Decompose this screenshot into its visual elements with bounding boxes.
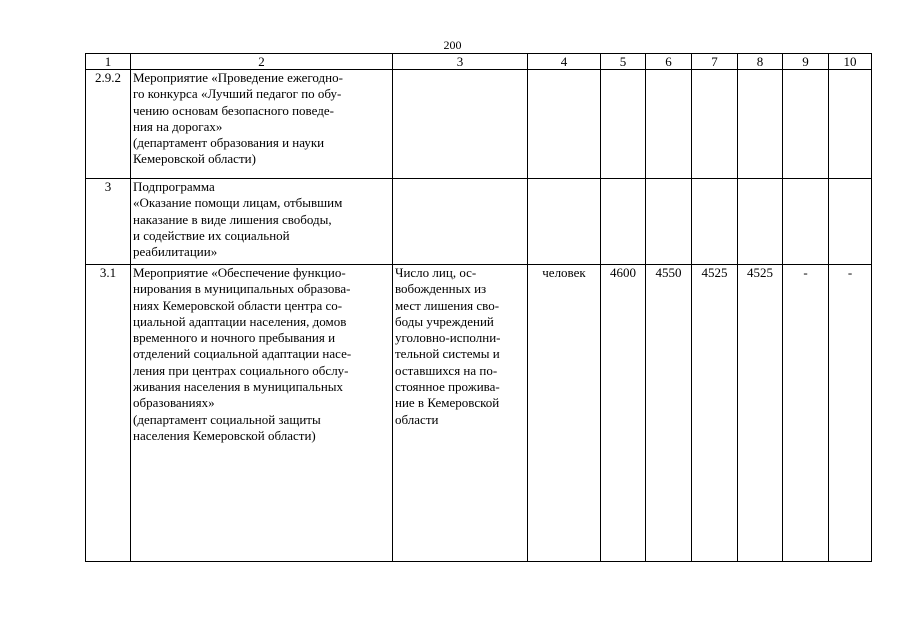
row-value-7: 4525 [692, 265, 738, 562]
row-value-10 [829, 70, 872, 179]
row-name-line: образованиях» [133, 395, 215, 411]
row-indicator-line: уголовно-исполни- [395, 330, 501, 346]
table-header-row [86, 54, 872, 70]
row-name-line: ления при центрах социального обслу- [133, 362, 349, 378]
row-indicator-line: стоянное прожива- [395, 379, 500, 395]
row-name-line: нирования в муниципальных образова- [133, 281, 351, 297]
row-name-line: реабилитации» [133, 244, 218, 260]
row-unit [528, 70, 601, 179]
row-indicator-line: мест лишения сво- [395, 297, 500, 313]
page-number: 200 [443, 38, 462, 52]
row-indicator-line: Число лиц, ос- [395, 265, 477, 280]
row-unit [528, 179, 601, 265]
table-row [86, 179, 872, 265]
row-name-line: временного и ночного пребывания и [133, 330, 336, 346]
row-number: 3 [86, 179, 131, 265]
row-name-line: Мероприятие «Обеспечение функцио- [133, 265, 346, 280]
row-name-line: (департамент образования и науки [133, 135, 325, 151]
row-indicator-line: боды учреждений [395, 313, 494, 329]
header-col-5: 5 [601, 54, 646, 70]
row-unit: человек [528, 265, 601, 562]
row-value-9: - [783, 265, 829, 562]
header-col-6: 6 [646, 54, 692, 70]
header-col-2: 2 [131, 54, 393, 70]
header-col-3: 3 [393, 54, 528, 70]
row-indicator-line: оставшихся на по- [395, 362, 498, 378]
row-name-line: (департамент социальной защиты [133, 411, 321, 427]
header-col-1: 1 [86, 54, 131, 70]
row-value-9 [783, 70, 829, 179]
table-row [86, 70, 872, 179]
row-name-line: ниях Кемеровской области центра со- [133, 297, 343, 313]
row-value-10: - [829, 265, 872, 562]
row-name-line: циальной адаптации населения, домов [133, 313, 347, 329]
row-name [131, 70, 393, 179]
row-name-line: и содействие их социальной [133, 227, 290, 243]
row-name-line: наказание в виде лишения свободы, [133, 211, 332, 227]
row-value-7 [692, 70, 738, 179]
header-col-4: 4 [528, 54, 601, 70]
document-table [85, 53, 872, 562]
row-name-line: го конкурса «Лучший педагог по обу- [133, 86, 342, 102]
row-indicator [393, 70, 528, 179]
row-value-8 [738, 179, 783, 265]
row-name-line: отделений социальной адаптации насе- [133, 346, 352, 362]
row-indicator [393, 179, 528, 265]
row-value-9 [783, 179, 829, 265]
row-indicator [393, 265, 528, 562]
row-value-5: 4600 [601, 265, 646, 562]
row-name-line: ния на дорогах» [133, 118, 223, 134]
row-name-line: населения Кемеровской области) [133, 427, 316, 443]
row-value-8 [738, 70, 783, 179]
row-name-line: «Оказание помощи лицам, отбывшим [133, 195, 343, 211]
row-value-6 [646, 70, 692, 179]
row-value-8: 4525 [738, 265, 783, 562]
row-indicator-line: ние в Кемеровской [395, 395, 500, 411]
header-col-10: 10 [829, 54, 872, 70]
row-value-5 [601, 179, 646, 265]
row-name-line: чению основам безопасного поведе- [133, 102, 334, 118]
header-col-8: 8 [738, 54, 783, 70]
row-value-10 [829, 179, 872, 265]
row-indicator-line: вобожденных из [395, 281, 487, 297]
row-name-line: Мероприятие «Проведение ежегодно- [133, 70, 343, 85]
row-value-6: 4550 [646, 265, 692, 562]
table-row [86, 265, 872, 562]
row-indicator-line: тельной системы и [395, 346, 500, 362]
row-name-line: Подпрограмма [133, 179, 215, 194]
header-col-7: 7 [692, 54, 738, 70]
row-name-line: Кемеровской области) [133, 151, 256, 167]
row-indicator-line: области [395, 411, 439, 427]
row-name-line: живания населения в муниципальных [133, 379, 344, 395]
header-col-9: 9 [783, 54, 829, 70]
row-value-5 [601, 70, 646, 179]
row-number: 3.1 [86, 265, 131, 562]
row-value-7 [692, 179, 738, 265]
row-name [131, 265, 393, 562]
row-number: 2.9.2 [86, 70, 131, 179]
row-name [131, 179, 393, 265]
row-value-6 [646, 179, 692, 265]
